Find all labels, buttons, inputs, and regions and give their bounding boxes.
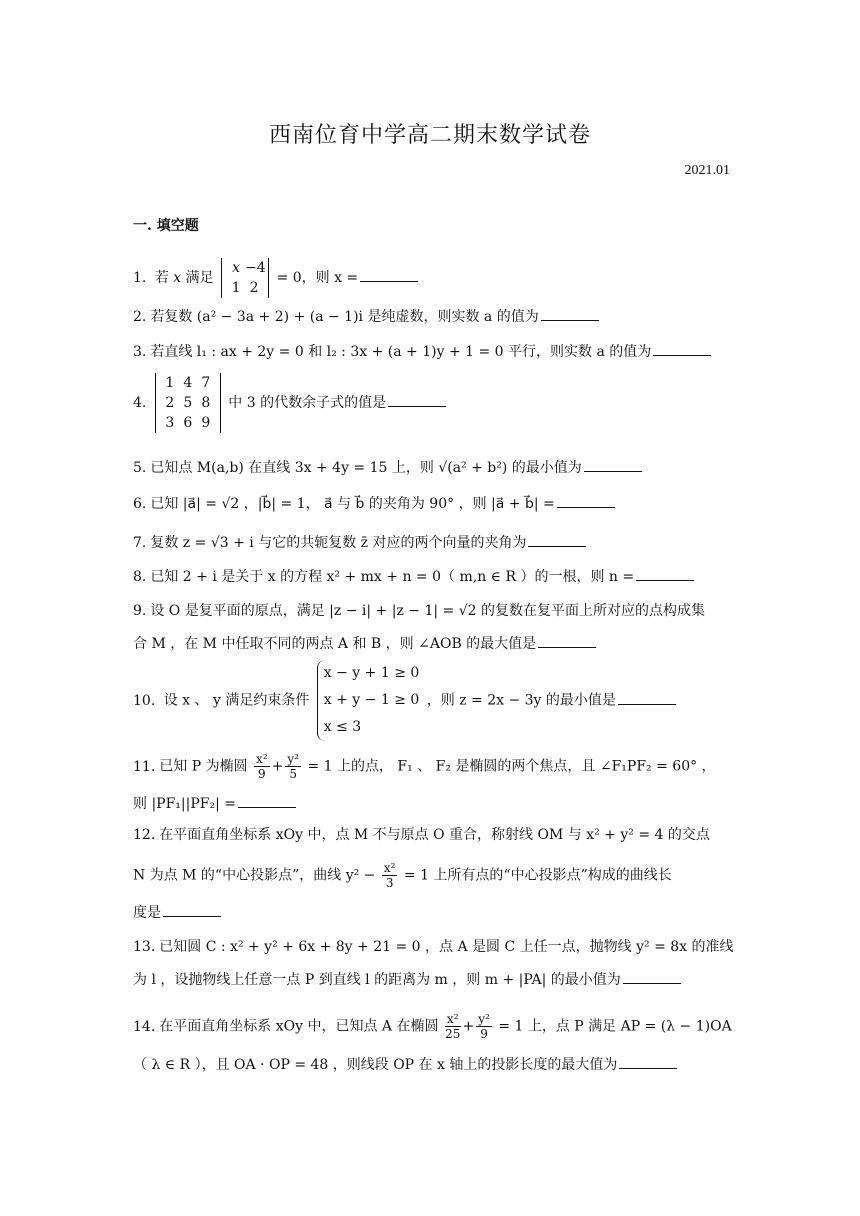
answer-blank — [238, 793, 296, 808]
answer-blank — [538, 633, 596, 648]
question-1: 1. 若 x 满足 x −4 1 2 = 0，则 x = — [133, 258, 418, 298]
question-2: 2. 若复数 (a² − 3a + 2) + (a − 1)i 是纯虚数，则实数 a 的值为 — [133, 306, 599, 327]
question-14-line2: （ λ ∈ R ），且 OA · OP = 48 ，则线段 OP 在 x 轴上的投影长度的最大值为 — [133, 1054, 677, 1075]
question-7: 7. 复数 z = √3 + i 与它的共轭复数 z̄ 对应的两个向量的夹角为 — [133, 532, 586, 553]
exam-date: 2021.01 — [684, 163, 730, 178]
answer-blank — [623, 969, 681, 984]
question-3: 3. 若直线 l₁ : ax + 2y = 0 和 l₂ : 3x + (a + 1)y + 1 = 0 平行，则实数 a 的值为 — [133, 341, 711, 362]
determinant-2x2: x −4 1 2 — [221, 258, 269, 298]
page-title: 西南位育中学高二期末数学试卷 — [268, 123, 591, 148]
answer-blank — [584, 457, 642, 472]
answer-blank — [653, 341, 711, 356]
answer-blank — [528, 532, 586, 547]
answer-blank — [636, 566, 694, 581]
question-5: 5. 已知点 M(a,b) 在直线 3x + 4y = 15 上，则 √(a² + b²) 的最小值为 — [133, 457, 642, 478]
question-12-line2: N 为点 M 的“中心投影点”，曲线 y² − $\frac{\text{x²}}{3}$ = 1 上所有点的“中心投影点”构成的曲线长 — [133, 861, 672, 890]
question-9-line1: 9. 设 O 是复平面的原点，满足 |z − i| + |z − 1| = √2 的复数在复平面上所对应的点构成集 — [133, 603, 705, 619]
answer-blank — [619, 1054, 677, 1069]
question-10: 10. 设 x 、 y 满足约束条件 x − y + 1 ≥ 0 x + y − 1 ≥ 0 x ≤ 3 ，则 z = 2x − 3y 的最小值是 — [133, 660, 676, 741]
question-6: 6. 已知 |a⃗| = √2 ，|b⃗| = 1， a⃗ 与 b⃗ 的夹角为 90° ，则 |a⃗ + b⃗| = — [133, 493, 615, 514]
constraint-system: x − y + 1 ≥ 0 x + y − 1 ≥ 0 x ≤ 3 — [317, 660, 420, 741]
answer-blank — [557, 493, 615, 508]
fraction: $\frac{\text{y²}}{5}$ — [287, 752, 299, 781]
question-8: 8. 已知 2 + i 是关于 x 的方程 x² + mx + n = 0（ m,n ∈ R ）的一根，则 n = — [133, 566, 694, 587]
answer-blank — [618, 690, 676, 705]
fraction: $\frac{\text{x²}}{3}$ — [383, 861, 396, 890]
answer-blank — [541, 306, 599, 321]
question-13-line1: 13. 已知圆 C : x² + y² + 6x + 8y + 21 = 0 ，点 A 是圆 C 上任一点，抛物线 y² = 8x 的准线 — [133, 939, 734, 955]
determinant-3x3: 1 4 7 2 5 8 3 6 9 — [155, 373, 221, 433]
question-9-line2: 合 M ，在 M 中任取不同的两点 A 和 B ，则 ∠AOB 的最大值是 — [133, 633, 596, 654]
question-12-line3: 度是 — [133, 902, 221, 923]
answer-blank — [360, 267, 418, 282]
question-14-line1: 14. 在平面直角坐标系 xOy 中，已知点 A 在椭圆 $\frac{\text{x²}}{25}$ + $\frac{\text{y²}}{9}$ = 1 上，点 P 满足 AP = (λ − 1)OA — [133, 1012, 732, 1041]
section-heading: 一. 填空题 — [133, 218, 199, 234]
question-11-line2: 则 |PF₁||PF₂| = — [133, 793, 296, 814]
question-13-line2: 为 l ，设抛物线上任意一点 P 到直线 l 的距离为 m ，则 m + |PA| 的最小值为 — [133, 969, 681, 990]
answer-blank — [388, 392, 446, 407]
fraction: $\frac{\text{x²}}{25}$ — [445, 1012, 461, 1041]
fraction: $\frac{\text{x²}}{9}$ — [256, 752, 268, 781]
question-11-line1: 11. 已知 P 为椭圆 $\frac{\text{x²}}{9}$ + $\frac{\text{y²}}{5}$ = 1 上的点， F₁ 、 F₂ 是椭圆的两个焦点，且 ∠F₁PF₂ = 60° ， — [133, 752, 716, 781]
answer-blank — [163, 902, 221, 917]
question-12-line1: 12. 在平面直角坐标系 xOy 中，点 M 不与原点 O 重合，称射线 OM 与 x² + y² = 4 的交点 — [133, 827, 710, 843]
fraction: $\frac{\text{y²}}{9}$ — [478, 1012, 490, 1041]
question-4: 4. 1 4 7 2 5 8 3 6 9 中 3 的代数余子式的值是 — [133, 373, 446, 433]
